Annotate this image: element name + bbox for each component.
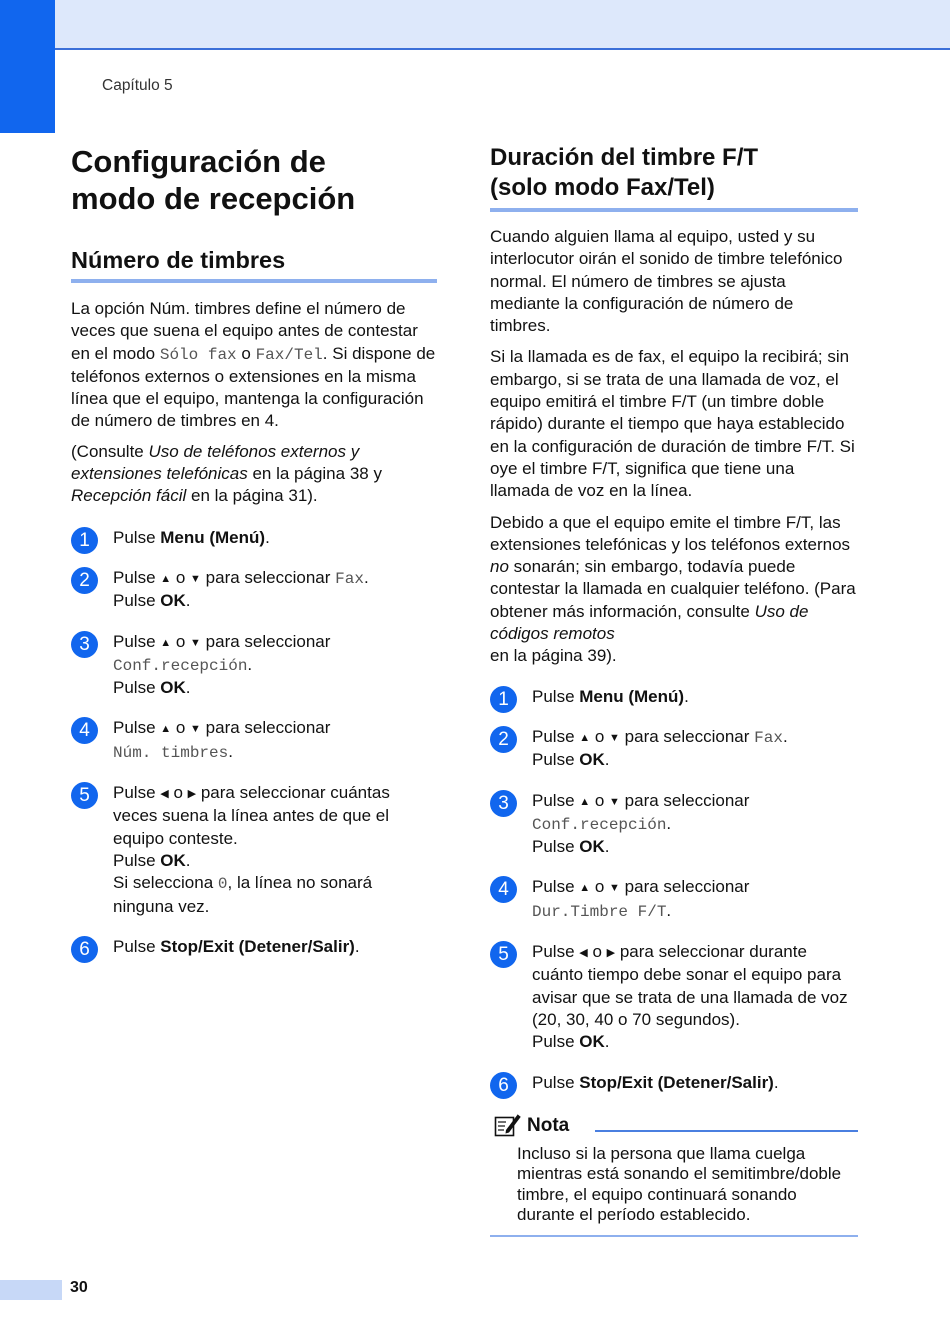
left-step-3 [71,631,437,700]
step-end: . [185,678,191,698]
step-text: Pulse [113,718,161,738]
left-arrow-icon: ◀ [579,947,588,960]
step-text: Pulse [532,790,580,810]
ok-key-label: OK [160,591,186,611]
step-text: Pulse [532,942,580,962]
step-text: para seleccionar [200,718,331,738]
ok-key-label: OK [160,850,186,870]
step-text: Pulse [113,850,161,870]
intro-text: La opción Núm. timbres define el número de veces que suena el equipo antes de contestar en el modo [71,299,418,363]
step-text: Pulse [113,591,161,611]
step-text: Pulse [532,726,580,746]
section-title-num-timbres: Número de timbres [71,247,286,273]
step-text: Pulse [532,877,580,897]
down-arrow-icon: ▼ [190,636,201,649]
up-arrow-icon: ▲ [579,882,591,895]
lcd-value: Fax [754,728,783,747]
up-arrow-icon: ▲ [160,572,172,585]
paragraph-2: Si la llamada es de fax, el equipo la recibirá; sin embargo, si se trata de una llamada de voz, el equipo emitirá el timbre F/T (un timbre doble rápido) durante el tiempo que haya establecido en la configuración de duración de timbre F/T. Si oye el timbre F/T, significa que tiene una llamada de voz en la línea. [490,347,855,501]
lcd-value: Dur.Timbre F/T [532,902,667,921]
page-title-line1: Configuración de [71,144,326,179]
note-title: Nota [527,1114,570,1136]
note-pencil-icon [494,1111,522,1137]
step-number-badge: 2 [71,567,98,594]
ref-text-2: en la página 38 y [247,464,382,484]
step-or: o [590,726,610,746]
intro-or: o [236,343,256,363]
left-arrow-icon: ◀ [160,788,169,801]
note-box [490,1110,858,1238]
right-step-4 [490,876,858,923]
step-number-badge: 5 [71,782,98,809]
up-arrow-icon: ▲ [160,723,172,736]
p3-emphasis-no: no [490,557,509,577]
step-end: . [185,591,191,611]
step-text: Pulse [532,1072,580,1092]
down-arrow-icon: ▼ [190,723,201,736]
step-end: . [185,850,191,870]
step-text: para seleccionar [200,631,331,651]
ref-link-remote-codes: Uso de códigos remotos [490,601,809,644]
chapter-tab [0,0,55,133]
up-arrow-icon: ▲ [579,731,591,744]
intro-text-2: . Si dispone de teléfonos externos o extensiones en la misma línea que el equipo, mantenga la configuración de número de timbres en 4. [71,343,436,431]
step-end: . [265,527,270,547]
right-step-6 [490,1072,858,1094]
right-step-5 [490,941,858,1053]
step-or: o [168,783,188,803]
step-text: Si selecciona [113,873,218,893]
step-number-badge: 4 [490,876,517,903]
section-title-ft-ring [490,143,858,203]
stop-exit-key-label: Stop/Exit (Detener/Salir) [160,936,355,956]
step-text: Pulse [113,527,161,547]
reference-paragraph [71,441,437,508]
ref-text-3: en la página 31). [186,486,318,506]
mode-fax-only: Sólo fax [159,345,237,364]
p3-text-3: en la página 39). [490,646,617,666]
step-end: . [773,1072,779,1092]
step-end: . [247,654,253,674]
step-text: Pulse [113,783,161,803]
page-number: 30 [70,1279,88,1296]
note-text: Incluso si la persona que llama cuelga mientras está sonando el semitimbre/doble timbre, el equipo continuará sonando durante el período establecido. [517,1143,842,1225]
step-text: Pulse [532,837,580,857]
step-or: o [171,718,191,738]
step-number-badge: 1 [71,527,98,554]
note-header [490,1110,858,1144]
section-title-line1: Duración del timbre F/T [490,144,759,171]
intro-paragraph [71,298,437,433]
down-arrow-icon: ▼ [609,882,620,895]
step-end: . [363,567,369,587]
left-step-2 [71,567,437,613]
page-title [71,143,437,217]
section-title-line2: (solo modo Fax/Tel) [490,174,715,201]
note-bottom-rule [490,1235,858,1237]
right-step-3 [490,790,858,859]
p3-text: Debido a que el equipo emite el timbre F/T, las extensiones telefónicas y los teléfonos externos [490,512,851,554]
step-or: o [587,942,607,962]
right-arrow-icon: ▶ [606,947,616,960]
menu-key-label: Menu (Menú) [160,527,266,547]
right-step-2 [490,726,858,772]
step-end: . [604,837,610,857]
ok-key-label: OK [160,678,186,698]
step-number-badge: 3 [490,790,517,817]
right-step-1 [490,686,858,708]
chapter-label: Capítulo 5 [102,77,173,94]
step-or: o [171,567,191,587]
ref-link-easy-receive: Recepción fácil [71,486,187,506]
lcd-value: Núm. timbres [113,743,229,762]
left-step-5 [71,782,437,918]
step-text: Pulse [532,750,580,770]
step-number-badge: 4 [71,717,98,744]
footer-band [0,1280,62,1300]
step-text: para seleccionar [619,790,750,810]
step-end: . [604,1032,610,1052]
step-text: Pulse [532,686,580,706]
lcd-value: Fax [335,569,364,588]
step-end: . [666,900,672,920]
left-step-6 [71,936,437,958]
step-end: . [666,813,672,833]
left-step-1 [71,527,437,549]
right-column [490,143,858,1237]
step-text: Pulse [113,936,161,956]
step-number-badge: 5 [490,941,517,968]
left-column [71,143,437,958]
mode-fax-tel: Fax/Tel [255,345,323,364]
step-end: . [604,750,610,770]
p3-text-2: sonarán; sin embargo, todavía puede contestar la llamada en cualquier teléfono. (Para obtener más información, consulte [490,557,856,621]
step-end: . [684,686,689,706]
step-text: para seleccionar [619,726,755,746]
ok-key-label: OK [579,750,605,770]
section-rule [490,208,858,212]
step-end: . [782,726,788,746]
down-arrow-icon: ▼ [190,572,201,585]
step-number-badge: 1 [490,686,517,713]
lcd-value: Conf.recepción [113,656,248,675]
step-number-badge: 6 [490,1072,517,1099]
paragraph-3 [490,512,858,668]
step-text: Pulse [113,631,161,651]
page-title-line2: modo de recepción [71,181,356,216]
menu-key-label: Menu (Menú) [579,686,685,706]
note-rule [595,1130,858,1132]
header-band [0,0,950,48]
step-number-badge: 2 [490,726,517,753]
step-end: . [228,741,233,761]
up-arrow-icon: ▲ [579,795,591,808]
ok-key-label: OK [579,1032,605,1052]
lcd-value: Conf.recepción [532,815,667,834]
header-rule [0,48,950,50]
step-text: Pulse [113,678,161,698]
left-step-4 [71,717,437,764]
step-end: . [354,936,360,956]
step-text: para seleccionar [619,877,750,897]
step-text: para seleccionar [200,567,336,587]
stop-exit-key-label: Stop/Exit (Detener/Salir) [579,1072,774,1092]
step-text: Pulse [113,567,161,587]
step-text: , la línea no sonará ninguna vez. [113,873,373,916]
lcd-value: 0 [217,875,228,894]
step-number-badge: 6 [71,936,98,963]
up-arrow-icon: ▲ [160,636,172,649]
right-arrow-icon: ▶ [187,788,197,801]
step-text: Pulse [532,1032,580,1052]
step-or: o [590,877,610,897]
ref-text: (Consulte [71,441,149,461]
paragraph-1: Cuando alguien llama al equipo, usted y su interlocutor oirán el sonido de timbre telefónico normal. El número de timbres se ajusta mediante la configuración de número de timbres. [490,227,843,336]
step-or: o [171,631,191,651]
step-or: o [590,790,610,810]
step-text: para seleccionar cuántas veces suena la línea antes de que el equipo conteste. [113,783,390,848]
ok-key-label: OK [579,837,605,857]
step-text: para seleccionar durante cuánto tiempo debe sonar el equipo para avisar que se trata de una llamada de voz (20, 30, 40 o 70 segundos). [532,942,848,1029]
down-arrow-icon: ▼ [609,731,620,744]
step-number-badge: 3 [71,631,98,658]
ref-link-external-phones: Uso de teléfonos externos y extensiones telefónicas [71,441,360,484]
down-arrow-icon: ▼ [609,795,620,808]
section-rule [71,279,437,283]
